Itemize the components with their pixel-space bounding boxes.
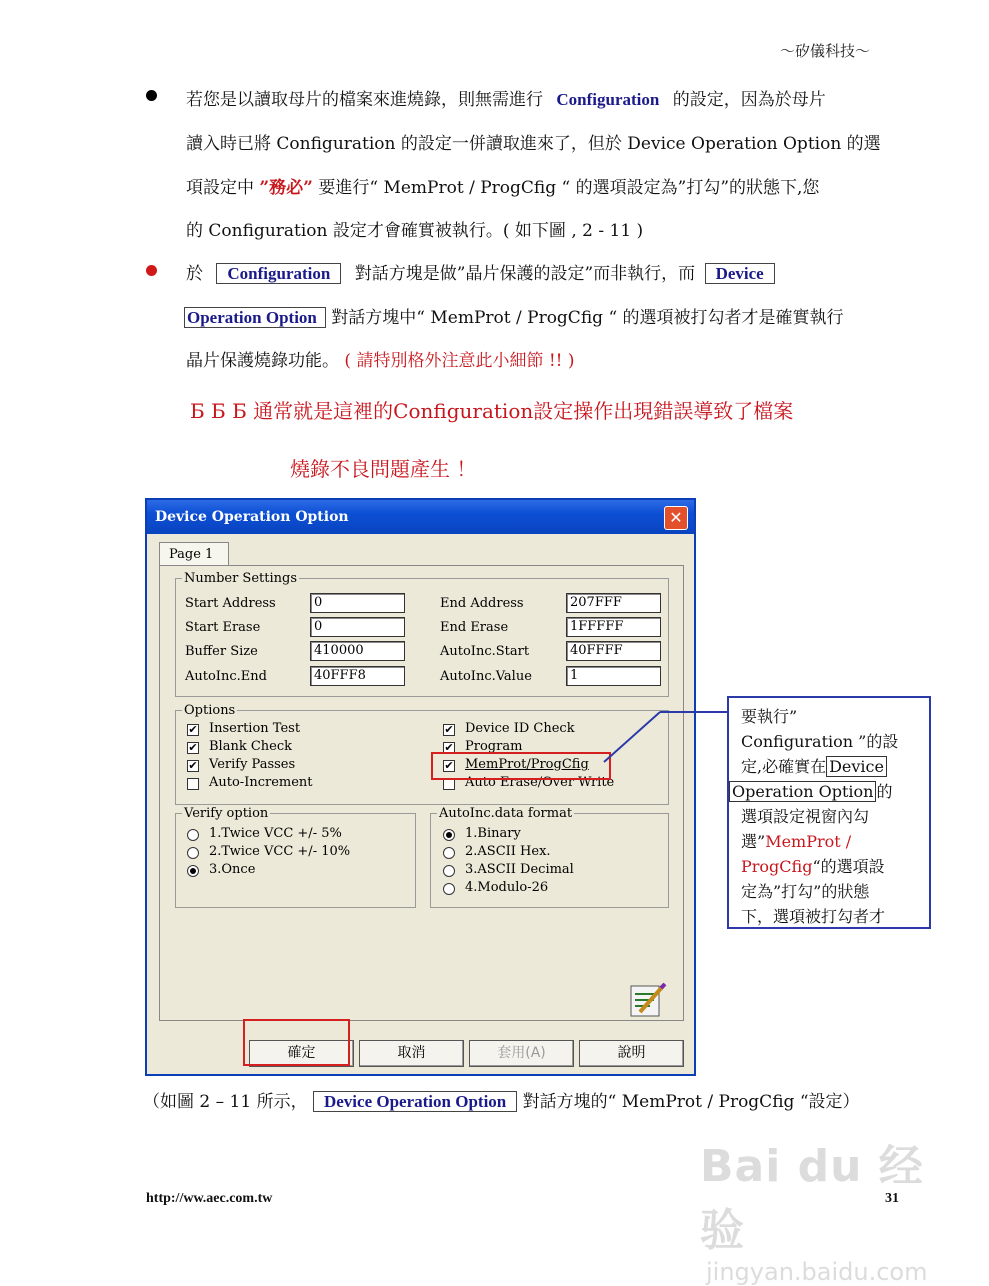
page-number: 31	[885, 1191, 899, 1206]
configuration-box: Configuration	[216, 263, 341, 284]
end-erase-label: End Erase	[440, 620, 509, 635]
insertion-test-label: Insertion Test	[209, 721, 301, 736]
paragraph1-line2: 讀入時已將 Configuration 的設定一併讀取進來了，但於 Device Operation Option 的選	[186, 134, 881, 154]
start-address-label: Start Address	[185, 596, 276, 611]
callout-text: 定,必確實在	[741, 757, 827, 776]
bullet-2	[146, 265, 157, 276]
ok-highlight	[243, 1019, 350, 1066]
memprot-progcfig-label: MemProt/ProgCfig	[465, 757, 589, 772]
verify-option-2-label: 2.Twice VCC +/- 10%	[209, 844, 351, 859]
format-radio-1[interactable]	[443, 829, 455, 841]
apply-button[interactable]: 套用(A)	[469, 1040, 574, 1067]
auto-increment-checkbox[interactable]	[187, 778, 199, 790]
bullet-1	[146, 90, 157, 101]
callout-line: 下，選項被打勾者才	[741, 907, 886, 926]
start-address-input[interactable]: 0	[310, 593, 405, 613]
p2-text: 對話方塊是做”晶片保護的設定”而非執行，而	[354, 264, 696, 284]
paragraph1-line1	[186, 85, 826, 110]
tab-panel	[159, 565, 684, 1021]
verify-radio-2[interactable]	[187, 847, 199, 859]
verify-option-1-label: 1.Twice VCC +/- 5%	[209, 826, 342, 841]
baidu-watermark	[700, 1130, 940, 1286]
paragraph2-line3	[186, 346, 575, 371]
callout-text: 的	[876, 782, 893, 801]
operation-option-box: Operation Option	[184, 307, 326, 328]
end-erase-input[interactable]: 1FFFFF	[566, 617, 661, 637]
p2-text: 於	[186, 264, 203, 284]
callout-line: 定為”打勾”的狀態	[741, 882, 870, 901]
format-radio-3[interactable]	[443, 865, 455, 877]
callout-line	[741, 854, 921, 879]
footer-url[interactable]: http://ww.aec.com.tw	[146, 1191, 273, 1206]
format-option-1-label: 1.Binary	[465, 826, 521, 841]
callout-red-text: MemProt /	[765, 832, 852, 851]
verify-radio-1[interactable]	[187, 829, 199, 841]
p1-text: 要進行“ MemProt / ProgCfig “ 的選項設定為”打勾”的狀態下,您	[318, 178, 820, 198]
auto-erase-label: Auto Erase/Over Write	[465, 775, 615, 790]
buffer-size-label: Buffer Size	[185, 644, 258, 659]
program-label: Program	[465, 739, 523, 754]
buffer-size-input[interactable]: 410000	[310, 641, 405, 661]
number-settings-legend: Number Settings	[184, 571, 298, 586]
end-address-label: End Address	[440, 596, 524, 611]
verify-passes-label: Verify Passes	[209, 757, 296, 772]
callout-red-text: ProgCfig	[741, 857, 813, 876]
watermark-site: jingyan.baidu.com	[706, 1258, 928, 1286]
format-option-2-label: 2.ASCII Hex.	[465, 844, 551, 859]
format-radio-4[interactable]	[443, 883, 455, 895]
explanation-callout	[727, 696, 931, 929]
must-emphasis: ”務必”	[259, 178, 313, 198]
verify-option-3-label: 3.Once	[209, 862, 256, 877]
auto-increment-label: Auto-Increment	[209, 775, 313, 790]
notice-red: ( 請特別格外注意此小細節 !! )	[344, 351, 575, 371]
memprot-highlight	[431, 752, 611, 780]
options-legend: Options	[184, 703, 236, 718]
autoinc-end-label: AutoInc.End	[185, 669, 267, 684]
dialog-title-bar	[147, 500, 694, 534]
callout-line: Configuration ”的設	[741, 732, 899, 751]
configuration-term: Configuration	[556, 90, 660, 109]
callout-line	[741, 754, 921, 779]
format-option-3-label: 3.ASCII Decimal	[465, 862, 574, 877]
caption-text: （如圖 2 – 11 所示，	[143, 1092, 308, 1112]
start-erase-input[interactable]: 0	[310, 617, 405, 637]
callout-line: 選項設定視窗內勾	[741, 807, 870, 826]
autoinc-value-label: AutoInc.Value	[440, 669, 532, 684]
device-box: Device	[705, 263, 775, 284]
callout-connector	[600, 700, 740, 770]
p1-text: 的設定，因為於母片	[672, 90, 826, 110]
edit-document-icon	[628, 981, 668, 1019]
callout-option-box: Operation Option	[729, 781, 876, 802]
autoinc-value-input[interactable]: 1	[566, 666, 661, 686]
format-option-4-label: 4.Modulo-26	[465, 880, 549, 895]
callout-line: 要執行”	[741, 707, 798, 726]
help-button[interactable]: 說明	[579, 1040, 684, 1067]
caption-text: 對話方塊的“ MemProt / ProgCfig “設定）	[522, 1092, 860, 1112]
company-header: ～矽儀科技～	[780, 42, 871, 60]
autoinc-start-label: AutoInc.Start	[440, 644, 530, 659]
close-icon[interactable]: ✕	[664, 506, 688, 530]
device-operation-dialog	[145, 498, 696, 1076]
paragraph1-line4: 的 Configuration 設定才會確實被執行。( 如下圖 , 2 - 11 )	[186, 221, 644, 241]
callout-line	[729, 779, 921, 804]
callout-device-box: Device	[826, 756, 887, 777]
verify-radio-3[interactable]	[187, 865, 199, 877]
paragraph2-line2	[184, 303, 844, 328]
paragraph2-line1	[186, 259, 775, 284]
insertion-test-checkbox[interactable]: ✔	[188, 723, 198, 736]
p2-text: 對話方塊中“ MemProt / ProgCfig “ 的選項被打勾者才是確實執行	[331, 308, 844, 328]
callout-text: “的選項設	[812, 857, 885, 876]
watermark-brand: Bai du 经验	[700, 1141, 924, 1256]
tab-label: Page 1	[169, 547, 214, 562]
cancel-button[interactable]: 取消	[359, 1040, 464, 1067]
program-checkbox[interactable]: ✔	[444, 741, 454, 754]
paragraph1-line3	[186, 173, 819, 198]
p2-text: 晶片保護燒錄功能。	[186, 351, 339, 371]
warning-line1: Б Б Б 通常就是這裡的Configuration設定操作出現錯誤導致了檔案	[190, 399, 794, 423]
verify-passes-checkbox[interactable]: ✔	[188, 759, 198, 772]
ok-button[interactable]: 確定	[249, 1040, 354, 1067]
blank-check-label: Blank Check	[209, 739, 293, 754]
end-address-input[interactable]: 207FFF	[566, 593, 661, 613]
device-id-check-label: Device ID Check	[465, 721, 575, 736]
dialog-title: Device Operation Option	[155, 509, 349, 525]
start-erase-label: Start Erase	[185, 620, 261, 635]
device-id-check-checkbox[interactable]: ✔	[444, 723, 454, 736]
callout-text: 選”	[741, 832, 766, 851]
blank-check-checkbox[interactable]: ✔	[188, 741, 198, 754]
memprot-progcfig-checkbox[interactable]: ✔	[444, 759, 454, 772]
caption-option-box: Device Operation Option	[313, 1091, 517, 1112]
verify-option-legend: Verify option	[184, 806, 269, 821]
autoinc-format-legend: AutoInc.data format	[439, 806, 573, 821]
tab-page-1[interactable]	[159, 542, 229, 567]
figure-caption	[143, 1087, 860, 1112]
p1-text: 若您是以讀取母片的檔案來進燒錄，則無需進行	[186, 90, 543, 110]
format-radio-2[interactable]	[443, 847, 455, 859]
autoinc-start-input[interactable]: 40FFFF	[566, 641, 661, 661]
callout-line	[741, 829, 921, 854]
autoinc-end-input[interactable]: 40FFF8	[310, 666, 405, 686]
warning-line2: 燒錄不良問題產生 ！	[290, 457, 477, 481]
p1-text: 項設定中	[186, 178, 254, 198]
